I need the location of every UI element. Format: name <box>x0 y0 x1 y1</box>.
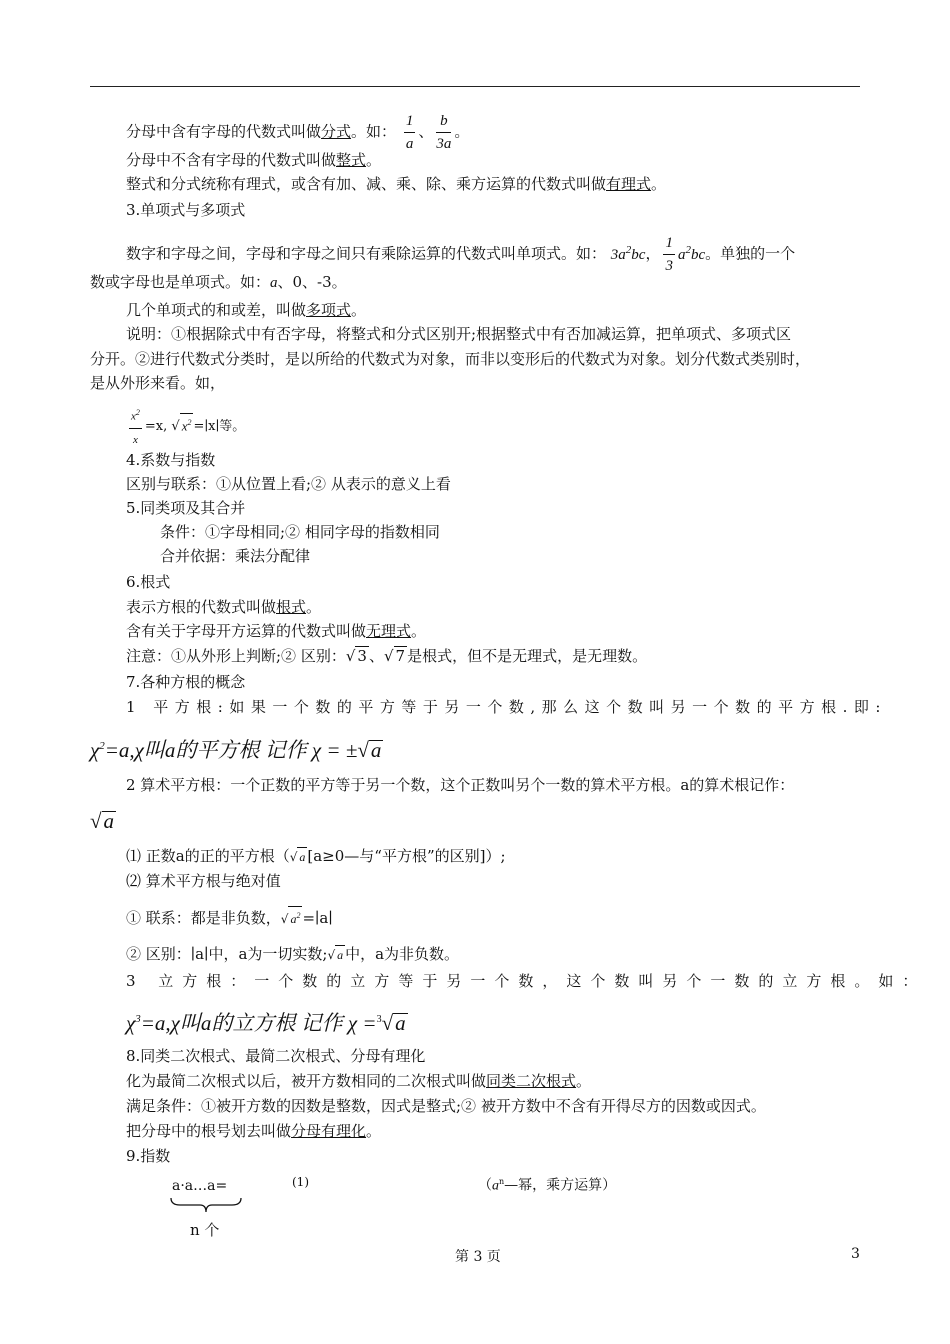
paragraph-cube-root-def: 3 立方根：一个数的立方等于另一个数，这个数叫另个一数的立方根。如： <box>126 972 927 990</box>
radical-sign: √ <box>345 647 356 665</box>
paragraph-polynomial-def <box>126 300 366 320</box>
text: 表示方根的代数式叫做 <box>126 598 277 616</box>
text: 中，a为非负数。 <box>345 945 460 963</box>
radicand: a <box>395 1011 406 1035</box>
paragraph-monomial-cont <box>90 272 347 293</box>
text: ， <box>645 244 661 263</box>
denominator: 3a <box>436 136 452 152</box>
paragraph-rational-def <box>126 174 666 194</box>
brace-label: n 个 <box>190 1221 220 1239</box>
fraction-1-over-a <box>404 110 416 155</box>
paragraph-like-terms-condition: 条件：①字母相同;② 相同字母的指数相同 <box>160 523 440 541</box>
math-term: a <box>270 275 278 291</box>
text: ① 联系：都是非负数， <box>126 909 281 927</box>
text: （ <box>478 1177 492 1194</box>
paragraph-similar-radicals <box>126 1071 591 1091</box>
text: 含有关于字母开方运算的代数式叫做 <box>126 622 367 640</box>
denominator: 3 <box>665 258 673 274</box>
text: 。 <box>651 175 667 193</box>
text: =∣x∣等。 <box>193 418 246 434</box>
math-term: a <box>290 912 297 926</box>
radical-sign: √ <box>327 948 336 962</box>
equation-cube-root <box>126 1006 408 1036</box>
text: 、 <box>368 647 384 665</box>
text: 。 <box>366 1122 382 1140</box>
radical-sign: √ <box>289 850 298 864</box>
text: [a≥0—与“平方根”的区别]）; <box>307 847 506 865</box>
math-term: 3a <box>610 246 626 263</box>
paragraph-irrational-def <box>126 621 426 641</box>
paragraph-fraction-def <box>126 110 469 155</box>
term-similar-radicals: 同类二次根式 <box>486 1072 577 1090</box>
text: 。 <box>454 122 470 141</box>
math-term: a <box>677 246 686 263</box>
paragraph-note-radical <box>126 646 647 666</box>
math-term: bc <box>690 246 706 263</box>
text: 。如： <box>351 122 397 141</box>
text: 。单独的一个 <box>705 244 796 263</box>
radical-sign: √ <box>171 418 180 434</box>
section-heading-3: 3.单项式与多项式 <box>126 201 246 219</box>
math-text: =a,χ叫a的立方根 记作 χ = <box>140 1011 377 1035</box>
exponent: 2 <box>99 740 105 752</box>
term-rational: 有理式 <box>606 175 652 193</box>
denominator: a <box>405 136 414 152</box>
exponent: 2 <box>685 243 691 256</box>
term-integral: 整式 <box>336 151 367 169</box>
fraction-1-over-3 <box>663 232 675 277</box>
exponent: 2 <box>296 911 301 920</box>
radicand: a <box>103 809 115 833</box>
text: 数或字母也是单项式。如： <box>90 273 271 291</box>
text: 、0、-3。 <box>277 273 347 291</box>
monomial-example-2 <box>677 243 706 263</box>
text: —幂，乘方运算） <box>504 1177 617 1194</box>
text: 。 <box>411 622 427 640</box>
text: 数字和字母之间，字母和字母之间只有乘除运算的代数式叫单项式。如： <box>126 244 607 263</box>
text: ⑴ 正数a的正的平方根（ <box>126 847 290 865</box>
radical-sign: √ <box>383 647 394 665</box>
radicand <box>180 413 194 435</box>
math-term: χ <box>90 738 100 762</box>
text: 把分母中的根号划去叫做 <box>126 1122 292 1140</box>
header-rule <box>90 86 860 87</box>
term-fraction: 分式 <box>321 122 352 141</box>
math-term: χ <box>126 1011 136 1035</box>
numerator: b <box>436 110 451 133</box>
exponent: 3 <box>135 1013 141 1025</box>
math-term: a <box>492 1178 499 1194</box>
term-polynomial: 多项式 <box>306 301 352 319</box>
paragraph-rationalize <box>126 1121 381 1141</box>
math-term: x <box>181 417 188 433</box>
monomial-example-1 <box>610 243 646 263</box>
exponent: 2 <box>625 243 632 256</box>
text: 。 <box>351 301 367 319</box>
radical-sign: √ <box>280 912 289 926</box>
numerator: 1 <box>404 110 416 133</box>
numerator: 1 <box>663 232 675 255</box>
example-expressions <box>126 402 245 451</box>
paragraph-arith-abs: ⑵ 算术平方根与绝对值 <box>126 872 281 890</box>
section-heading-9: 9.指数 <box>126 1147 171 1165</box>
root-index: 3 <box>376 1014 382 1025</box>
note-line-1: 说明：①根据除式中有否字母，将整式和分式区别开;根据整式中有否加减运算，把单项式、多项式区 <box>126 325 792 343</box>
paragraph-arith-root-def: 2 算术平方根：一个正数的平方等于另一个数，这个正数叫另个一数的算术平方根。a的算术根记作： <box>126 776 795 794</box>
fraction-x2-over-x <box>129 402 142 451</box>
text: 注意：①从外形上判断;② 区别： <box>126 647 346 665</box>
page-number: 3 <box>851 1246 860 1262</box>
radicand: 7 <box>395 647 406 665</box>
text: =∣a∣ <box>302 909 333 927</box>
exponent: 2 <box>187 417 192 427</box>
section-heading-7: 7.各种方根的概念 <box>126 673 246 691</box>
term-radical: 根式 <box>276 598 307 616</box>
section-heading-5: 5.同类项及其合并 <box>126 499 246 517</box>
term-irrational: 无理式 <box>366 622 412 640</box>
paragraph-radical-def <box>126 597 321 617</box>
math-text: =a,χ叫a的平方根 记作 χ = ± <box>104 738 358 762</box>
equation-arith-root <box>90 808 116 834</box>
section-heading-4: 4.系数与指数 <box>126 451 216 469</box>
paragraph-simplest-conditions: 满足条件：①被开方数的因数是整数，因式是整式;② 被开方数中不含有开得尽方的因数或因式。 <box>126 1097 766 1115</box>
exponent: 2 <box>135 408 140 417</box>
text: 、 <box>418 122 434 141</box>
radicand: 3 <box>357 647 367 665</box>
note-line-2: 分开。②进行代数式分类时，是以所给的代数式为对象，而非以变形后的代数式为对象。划分代数式类别时， <box>90 350 811 368</box>
section-heading-8: 8.同类二次根式、最简二次根式、分母有理化 <box>126 1047 426 1065</box>
page-footer-label: 第 3 页 <box>455 1249 501 1265</box>
radical-sign: √ <box>90 809 102 833</box>
radicand: a <box>335 945 345 964</box>
text: 几个单项式的和或差，叫做 <box>126 301 307 319</box>
equation-square-root <box>90 733 383 763</box>
math-term: x <box>131 410 136 423</box>
math-term: bc <box>631 246 646 263</box>
text: 。 <box>306 598 322 616</box>
numerator <box>129 402 142 429</box>
exponent: n <box>499 1177 505 1186</box>
radicand: a <box>370 738 382 762</box>
paragraph-difference <box>126 944 459 965</box>
paragraph-integral-def <box>126 150 381 170</box>
paragraph-monomial-def <box>126 232 795 277</box>
radical-sign: √ <box>381 1011 394 1035</box>
text: 。 <box>366 151 382 169</box>
paragraph-square-root-def: 1 平方根:如果一个数的平方等于另一个数,那么这个数叫另一个数的平方根.即: <box>126 698 887 716</box>
denominator: x <box>133 433 138 446</box>
text: =x, <box>144 418 168 434</box>
fraction-b-over-3a <box>436 110 451 155</box>
equation-number: (1) <box>292 1175 309 1189</box>
text: 是根式，但不是无理式，是无理数。 <box>407 647 648 665</box>
text: ② 区别：∣a∣中，a为一切实数; <box>126 945 328 963</box>
paragraph-like-terms-basis: 合并依据：乘法分配律 <box>160 547 311 565</box>
radicand <box>288 906 302 928</box>
radical-sign: √ <box>357 738 369 762</box>
power-expression: a·a…a= <box>172 1178 228 1194</box>
term-rationalize: 分母有理化 <box>291 1122 367 1140</box>
paragraph-relation <box>126 906 333 929</box>
power-note <box>478 1172 616 1197</box>
radicand: a <box>297 847 307 866</box>
section-heading-6: 6.根式 <box>126 573 171 591</box>
text: 化为最简二次根式以后，被开方数相同的二次根式叫做 <box>126 1072 487 1090</box>
paragraph-coef-exp: 区别与联系：①从位置上看;② 从表示的意义上看 <box>126 475 451 493</box>
text: 整式和分式统称有理式，或含有加、减、乘、除、乘方运算的代数式叫做 <box>126 175 607 193</box>
paragraph-positive-root <box>126 846 506 867</box>
text: 。 <box>576 1072 592 1090</box>
text: 分母中不含有字母的代数式叫做 <box>126 151 337 169</box>
underbrace-icon <box>170 1197 242 1213</box>
text: 分母中含有字母的代数式叫做 <box>126 122 322 141</box>
note-line-3: 是从外形来看。如， <box>90 374 226 392</box>
